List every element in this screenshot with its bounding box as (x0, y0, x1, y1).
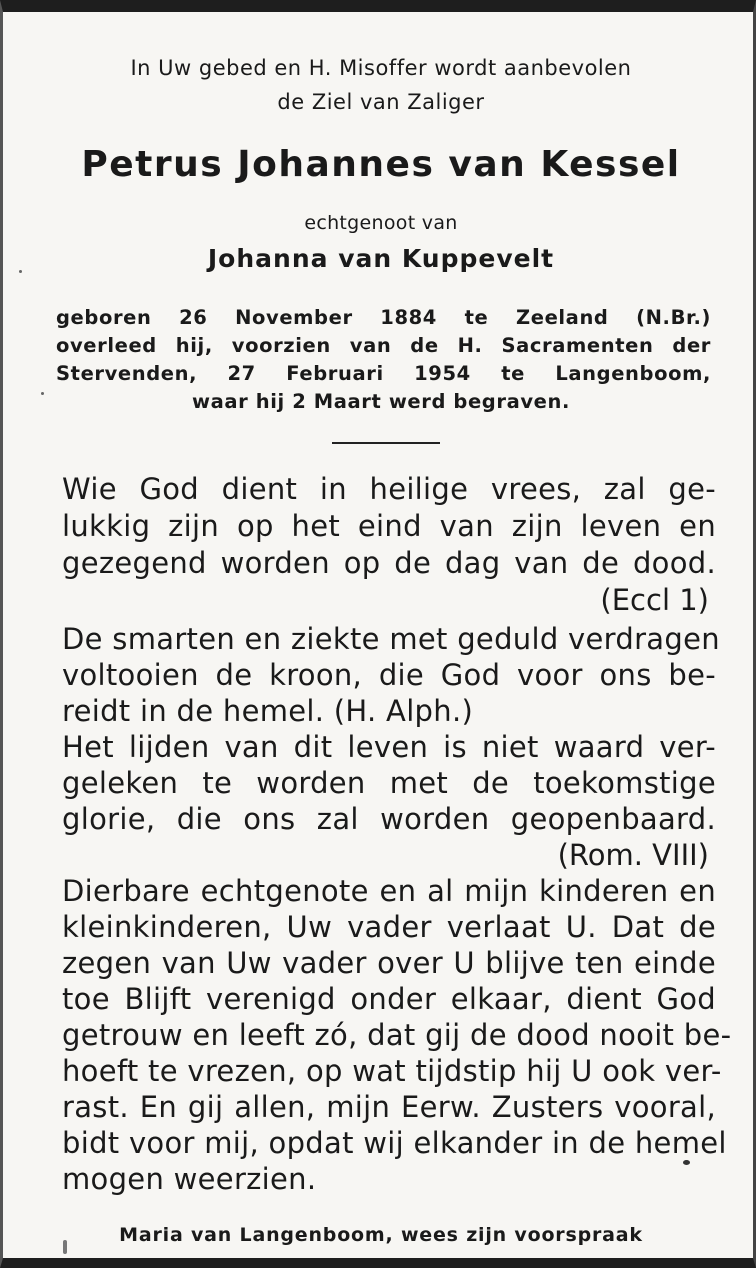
closing-invocation: Maria van Langenboom, wees zijn voorspraak (119, 1224, 643, 1246)
relation-label: echtgenoot van (304, 212, 458, 234)
ink-speck (19, 270, 22, 273)
death-line-1: overleed hij, voorzien van de H. Sacramenten der (56, 334, 711, 357)
ink-speck (41, 392, 44, 395)
message-line-2: kleinkinderen, Uw vader verlaat U. Dat de (62, 910, 716, 944)
verse-1-line-1: Wie God dient in heilige vrees, zal ge- (62, 472, 716, 506)
deceased-name: Petrus Johannes van Kessel (81, 144, 681, 185)
verse-2-line-1: De smarten en ziekte met geduld verdragen (62, 622, 720, 656)
verse-3-reference: (Rom. VIII) (557, 838, 709, 872)
message-line-8: bidt voor mij, opdat wij elkander in de hemel (62, 1126, 727, 1160)
verse-1-line-2: lukkig zijn op het eind van zijn leven en (62, 509, 716, 543)
message-line-6: hoeft te vrezen, op wat tijdstip hij U ook ver- (62, 1054, 722, 1088)
verse-3-line-1: Het lijden van dit leven is niet waard ver- (62, 730, 716, 764)
intro-line-1: In Uw gebed en H. Misoffer wordt aanbevolen (130, 56, 632, 80)
message-line-9: mogen weerzien. (62, 1162, 317, 1196)
intro-line-2: de Ziel van Zaliger (277, 90, 485, 114)
burial-line: waar hij 2 Maart werd begraven. (192, 390, 570, 413)
message-line-3: zegen van Uw vader over U blijve ten einde (62, 946, 716, 980)
message-line-5: getrouw en leeft zó, dat gij de dood nooit be- (62, 1018, 732, 1052)
verse-1-line-3: gezegend worden op de dag van de dood. (62, 546, 716, 580)
message-line-7: rast. En gij allen, mijn Eerw. Zusters vooral, (62, 1090, 716, 1124)
verse-1-reference: (Eccl 1) (600, 583, 709, 617)
verse-2-line-3: reidt in de hemel. (H. Alph.) (62, 694, 474, 728)
message-line-1: Dierbare echtgenote en al mijn kinderen en (62, 874, 716, 908)
verse-2-line-2: voltooien de kroon, die God voor ons be- (62, 658, 716, 692)
divider-rule (332, 442, 440, 444)
verse-3-line-3: glorie, die ons zal worden geopenbaard. (62, 802, 716, 836)
birth-line: geboren 26 November 1884 te Zeeland (N.Br.) (56, 306, 711, 329)
ink-speck (63, 1240, 67, 1254)
spouse-name: Johanna van Kuppevelt (207, 244, 555, 273)
verse-3-line-2: geleken te worden met de toekomstige (62, 766, 716, 800)
ink-speck (683, 1160, 690, 1165)
death-line-2: Stervenden, 27 Februari 1954 te Langenboom, (56, 362, 711, 385)
message-line-4: toe Blijft verenigd onder elkaar, dient God (62, 982, 716, 1016)
